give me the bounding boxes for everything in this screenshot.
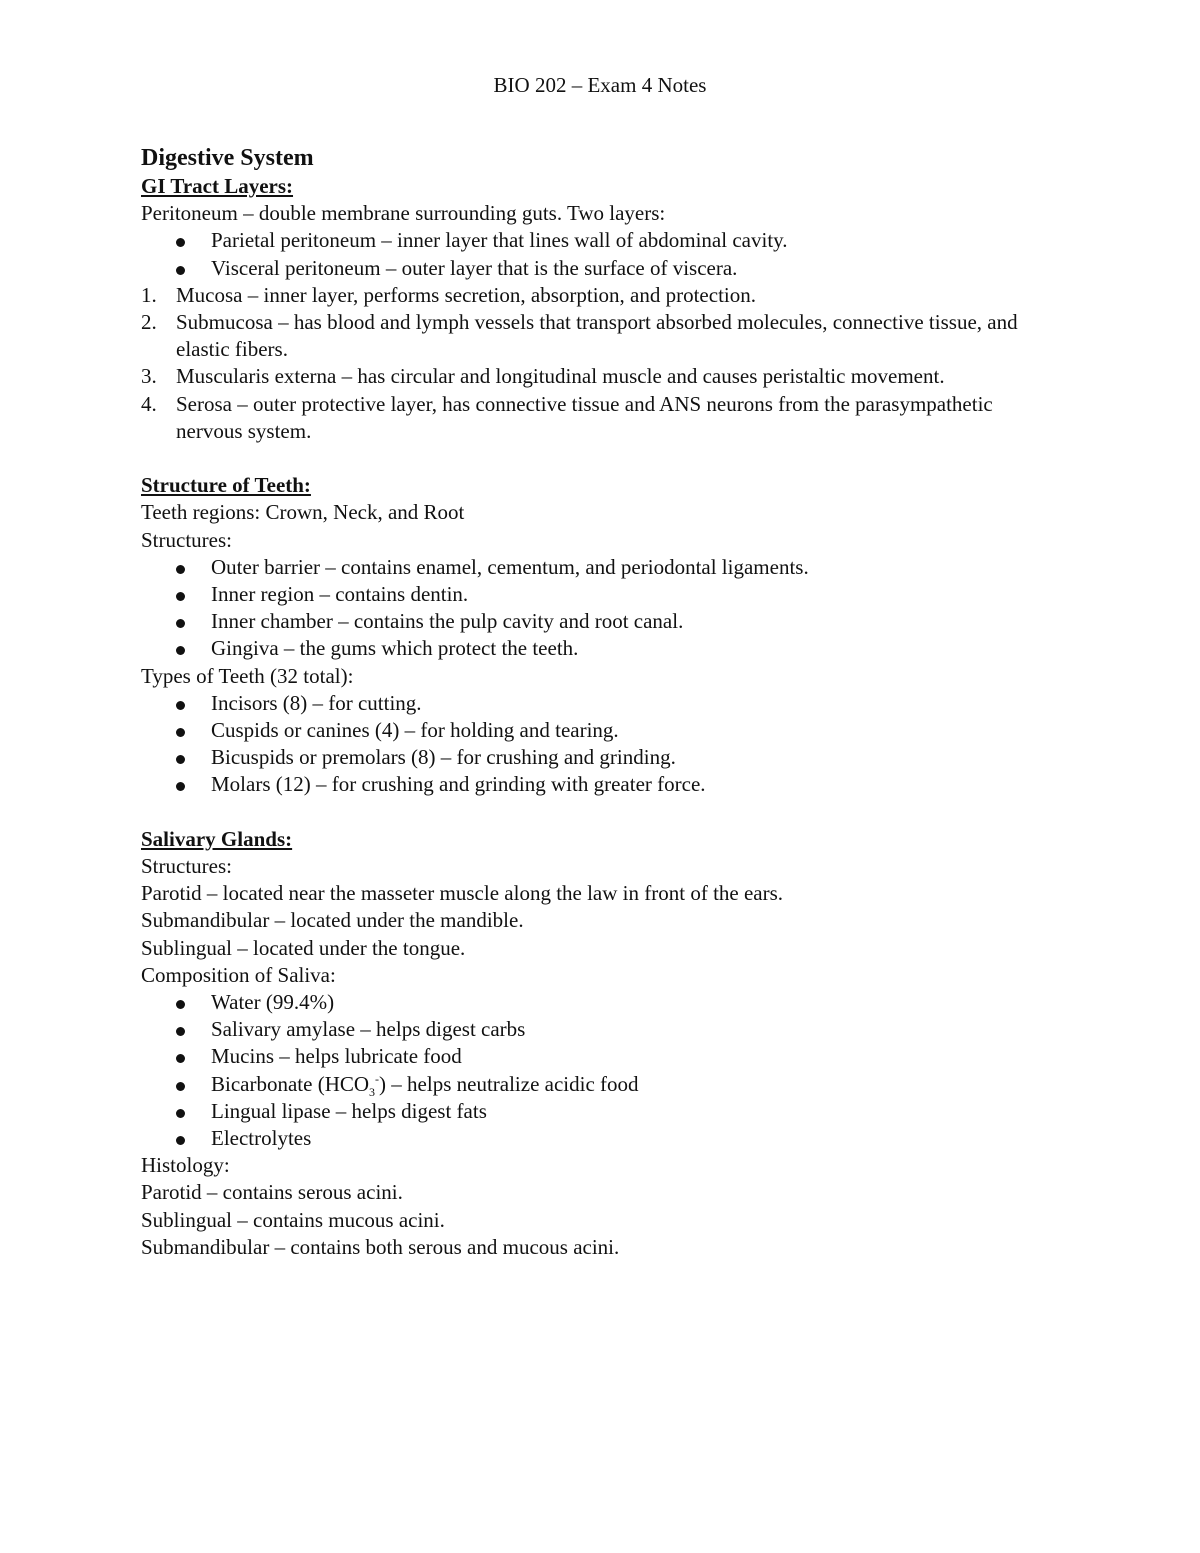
list-item: Inner chamber – contains the pulp cavity and root canal.: [141, 608, 1061, 635]
salivary-structures-label: Structures:: [141, 854, 232, 879]
subheading-gi-tract-layers: GI Tract Layers:: [141, 174, 294, 198]
list-item: Water (99.4%): [141, 989, 1061, 1016]
list-item: Incisors (8) – for cutting.: [141, 690, 1061, 717]
bullet-icon: [176, 1054, 185, 1063]
bicarbonate-pre: Bicarbonate (HCO: [211, 1071, 370, 1096]
salivary-structure-line: Sublingual – located under the tongue.: [141, 935, 466, 960]
list-item: Inner region – contains dentin.: [141, 581, 1061, 608]
list-item: 4. Serosa – outer protective layer, has connective tissue and ANS neurons from the parasympathetic nervous system.: [141, 391, 993, 443]
list-item: 2. Submucosa – has blood and lymph vessels that transport absorbed molecules, connective tissue, and elastic fibers.: [141, 310, 1018, 362]
list-item: Lingual lipase – helps digest fats: [141, 1098, 1061, 1125]
list-item: Outer barrier – contains enamel, cementum, and periodontal ligaments.: [141, 554, 1061, 581]
bullet-icon: [176, 1000, 185, 1009]
subheading-structure-of-teeth: Structure of Teeth:: [141, 473, 311, 498]
bullet-icon: [176, 1136, 185, 1145]
list-number: 4.: [141, 391, 157, 416]
list-item: [141, 1071, 1061, 1098]
bullet-icon: [176, 728, 185, 737]
bullet-icon: [176, 1027, 185, 1036]
saliva-composition-list: [141, 989, 1061, 1152]
bicarbonate-post: ) – helps neutralize acidic food: [379, 1071, 639, 1096]
list-item: Parietal peritoneum – inner layer that lines wall of abdominal cavity.: [141, 227, 1061, 254]
list-item: Gingiva – the gums which protect the teeth.: [141, 635, 1061, 662]
peritoneum-intro: Peritoneum – double membrane surrounding guts. Two layers:: [141, 201, 666, 226]
bicarbonate-subscript: 3: [369, 1084, 376, 1099]
list-item: Mucins – helps lubricate food: [141, 1043, 1061, 1070]
section-heading-digestive-system: Digestive System: [141, 145, 314, 171]
spacer: [141, 445, 1061, 472]
teeth-types-label: Types of Teeth (32 total):: [141, 663, 354, 688]
list-item: Molars (12) – for crushing and grinding with greater force.: [141, 771, 1061, 798]
list-item: 1. Mucosa – inner layer, performs secretion, absorption, and protection.: [141, 282, 1061, 309]
teeth-structures-label: Structures:: [141, 527, 232, 552]
histology-label: Histology:: [141, 1153, 230, 1178]
document-header-title: BIO 202 – Exam 4 Notes: [493, 73, 707, 97]
bullet-icon: [176, 782, 185, 791]
salivary-structure-line: Parotid – located near the masseter muscle along the law in front of the ears.: [141, 881, 784, 906]
bullet-icon: [176, 619, 185, 628]
bullet-icon: [176, 592, 185, 601]
spacer: [141, 799, 1061, 826]
list-number: 3.: [141, 364, 157, 389]
list-item: Salivary amylase – helps digest carbs: [141, 1016, 1061, 1043]
bullet-icon: [176, 646, 185, 655]
list-item: 3. Muscularis externa – has circular and longitudinal muscle and causes peristaltic movement.: [141, 363, 1061, 390]
bullet-icon: [176, 238, 185, 247]
subheading-salivary-glands: Salivary Glands:: [141, 826, 293, 851]
saliva-composition-label: Composition of Saliva:: [141, 962, 336, 987]
teeth-types-list: [141, 690, 1061, 799]
bullet-icon: [176, 1082, 185, 1091]
bullet-icon: [176, 701, 185, 710]
document-body: [141, 143, 1061, 1261]
gi-layers-numbered-list: [141, 282, 1061, 445]
salivary-structure-line: Submandibular – located under the mandible.: [141, 908, 524, 933]
list-item: Bicuspids or premolars (8) – for crushing and grinding.: [141, 744, 1061, 771]
bullet-icon: [176, 755, 185, 764]
list-number: 1.: [141, 282, 157, 307]
list-item: Cuspids or canines (4) – for holding and tearing.: [141, 717, 1061, 744]
teeth-regions: Teeth regions: Crown, Neck, and Root: [141, 500, 465, 525]
histology-line: Sublingual – contains mucous acini.: [141, 1207, 445, 1232]
bullet-icon: [176, 565, 185, 574]
histology-line: Parotid – contains serous acini.: [141, 1180, 403, 1205]
list-number: 2.: [141, 310, 157, 335]
list-item: Visceral peritoneum – outer layer that is the surface of viscera.: [141, 255, 1061, 282]
list-item: Electrolytes: [141, 1125, 1061, 1152]
bullet-icon: [176, 266, 185, 275]
bicarbonate-superscript: -: [375, 1071, 380, 1086]
teeth-structures-list: [141, 554, 1061, 663]
histology-line: Submandibular – contains both serous and mucous acini.: [141, 1234, 620, 1259]
peritoneum-layers-list: [141, 227, 1061, 281]
bullet-icon: [176, 1109, 185, 1118]
